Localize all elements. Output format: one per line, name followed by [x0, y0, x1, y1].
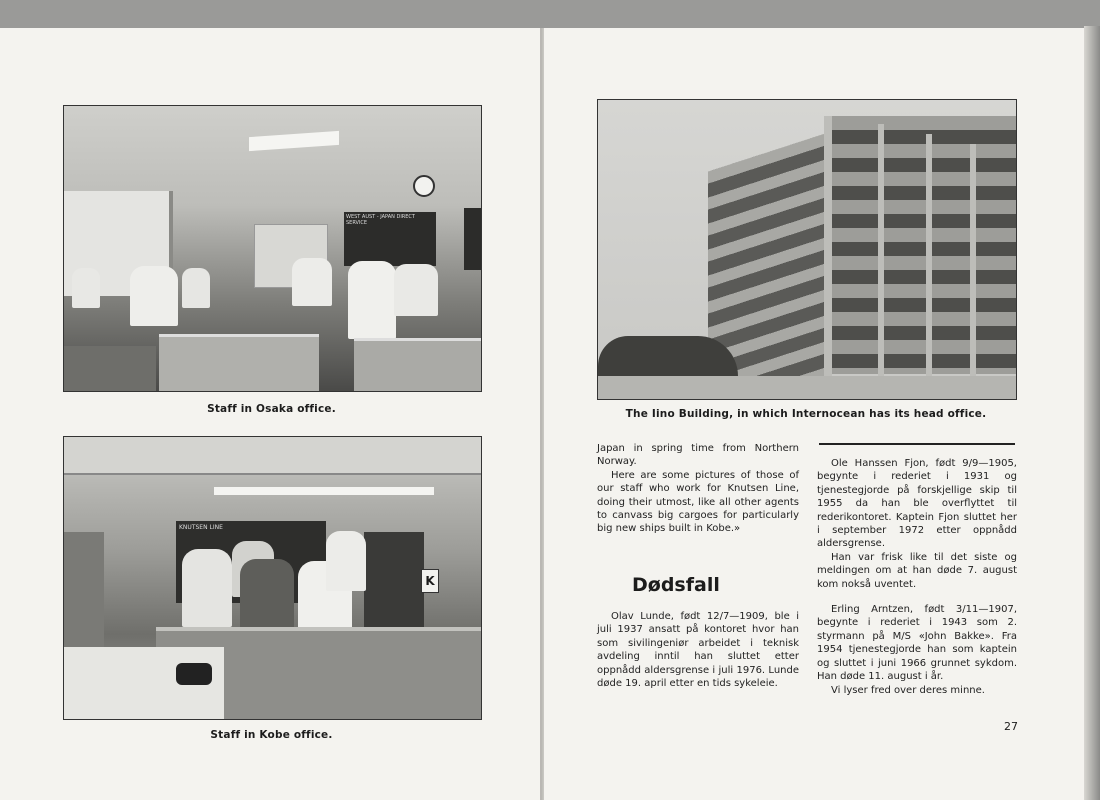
iino-caption: The Iino Building, in which Internocean has its head office.: [625, 408, 987, 420]
street: [598, 376, 1016, 399]
obituary-paragraph: Erling Arntzen, født 3/11—1907, begynte i rederiet i 1943 som 2. styrmann på M/S «John Bakke». Fra 1954 tjenestegjorde han som kaptein og sluttet i juni 1966 grunnet sykdom. Han døde 11. august i år.: [817, 604, 1017, 683]
desk: [64, 346, 156, 391]
building-column: [878, 124, 884, 376]
obituary-paragraph: Vi lyser fred over deres minne.: [831, 684, 985, 696]
k-sign: K: [421, 569, 439, 593]
staff-person: [394, 264, 438, 316]
doorway: [364, 532, 424, 642]
schedule-board: WEST AUST - JAPAN DIRECT SERVICE: [344, 212, 436, 266]
obituary-paragraph: Olav Lunde, født 12/7—1909, ble i juli 1937 ansatt på kontoret hvor han som sivilingeniør arbeidet i teknisk avdeling inntil han sluttet etter oppnådd aldersgrense i juli 1976. Lunde døde 19. april etter en tids sykeleie.: [597, 611, 799, 690]
staff-person: [182, 549, 232, 627]
building-facade: [828, 116, 1016, 374]
page-edge: [1084, 26, 1100, 800]
staff-person: [72, 268, 100, 308]
kobe-caption: Staff in Kobe office.: [210, 729, 333, 741]
building-column: [970, 144, 976, 376]
staff-person: [130, 266, 178, 326]
column-rule: [819, 443, 1015, 445]
osaka-office-photo: [63, 105, 482, 392]
telephone-icon: [176, 663, 212, 685]
article-paragraph: Here are some pictures of those of our staff who work for Knutsen Line, doing their utmost, like all other agents to canvass big cargoes for particularly big new ships built in Kobe.»: [597, 469, 799, 535]
obituary-column-left: [597, 610, 799, 690]
page-number: 27: [1004, 720, 1018, 733]
staff-person: [240, 559, 294, 631]
obituary-heading: Dødsfall: [632, 574, 720, 596]
staff-person: [326, 531, 366, 591]
article-column-left: [597, 442, 799, 536]
ceiling: [64, 437, 481, 475]
osaka-caption: Staff in Osaka office.: [207, 403, 336, 415]
clock-icon: [413, 175, 435, 197]
building-column: [824, 116, 832, 376]
desk: [354, 338, 481, 392]
kobe-office-photo: [63, 436, 482, 720]
article-paragraph: Japan in spring time from Northern Norway.: [597, 443, 799, 468]
staff-person: [292, 258, 332, 306]
building-column: [926, 134, 932, 376]
desk: [159, 334, 319, 392]
schedule-board: KNUTSEN LINE: [176, 521, 326, 603]
ceiling-light: [214, 487, 434, 495]
obituary-paragraph: Han var frisk like til det siste og meldingen om at han døde 7. august kom nokså uventet.: [817, 551, 1017, 590]
staff-person: [182, 268, 210, 308]
trees: [598, 336, 738, 380]
iino-building-photo: [597, 99, 1017, 400]
schedule-board-2: [464, 208, 481, 270]
staff-person: [348, 261, 396, 339]
obituary-paragraph: Ole Hanssen Fjon, født 9/9—1905, begynte i rederiet i 1931 og tjenestegjorde på forskjellige skip til 1955 da han ble overflyttet til rederikontoret. Kaptein Fjon sluttet her i september 1972 etter oppnådd aldersgrense.: [817, 458, 1017, 550]
ceiling-light: [249, 131, 339, 151]
obituary-column-right: [817, 457, 1017, 697]
